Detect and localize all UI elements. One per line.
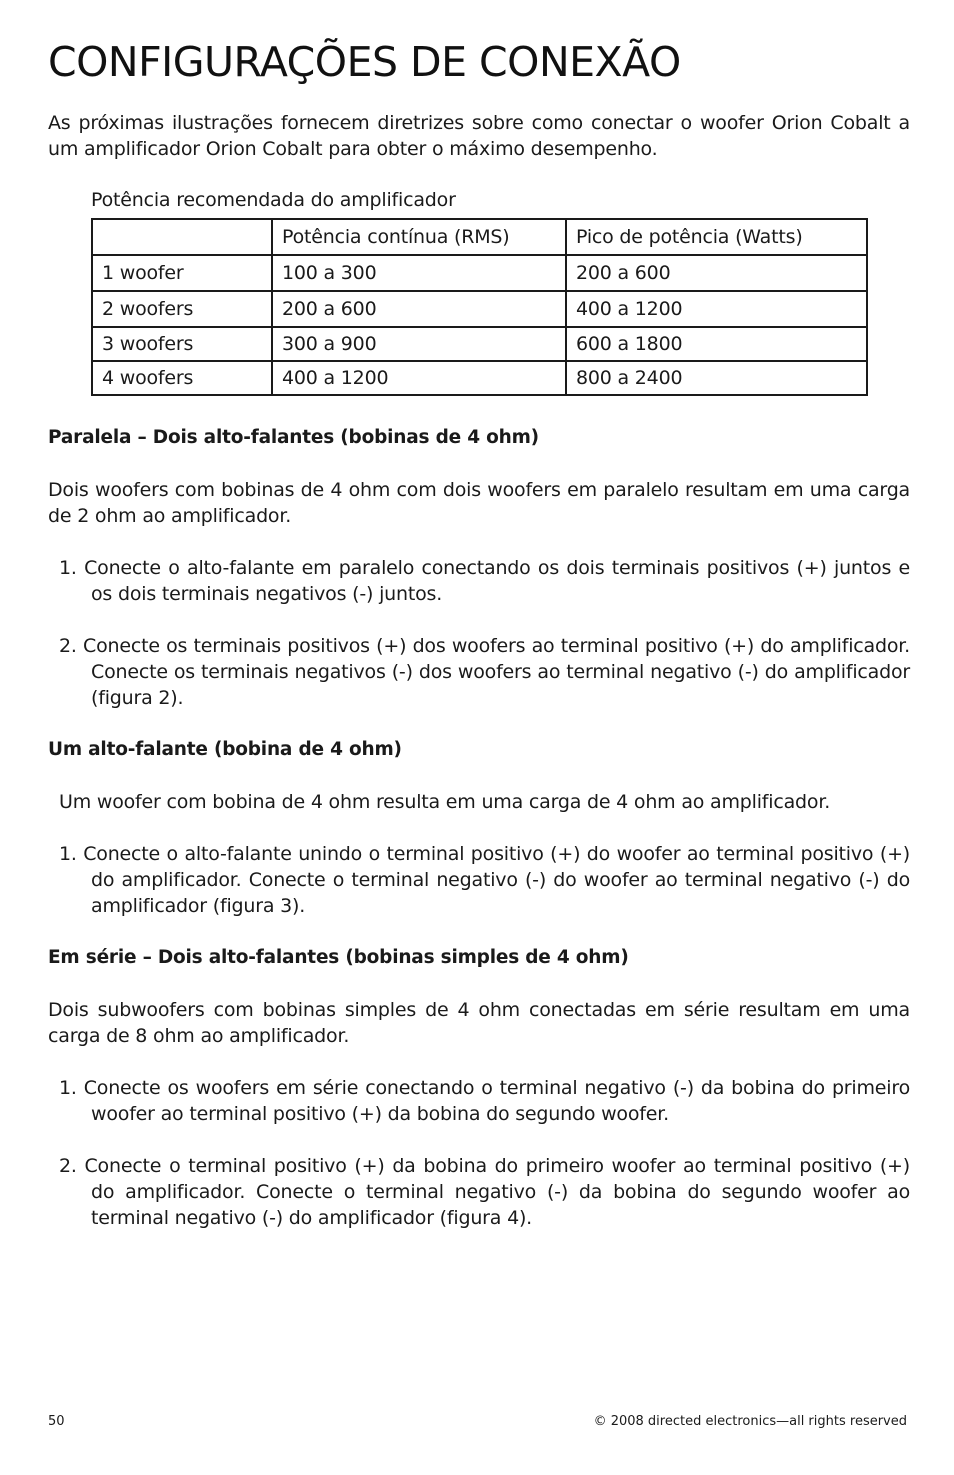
table-caption: Potência recomendada do amplificador	[91, 189, 456, 211]
table-row	[92, 255, 867, 291]
section-heading-single: Um alto-falante (bobina de 4 ohm)	[48, 739, 402, 760]
table-cell: 1 woofer	[92, 255, 272, 291]
step-item: 1. Conecte o alto-falante em paralelo conectando os dois terminais positivos (+) juntos e os dois terminais negativos (-) juntos.	[59, 557, 910, 605]
copyright-notice: © 2008 directed electronics—all rights reserved	[593, 1414, 907, 1429]
section-heading-parallel: Paralela – Dois alto-falantes (bobinas de 4 ohm)	[48, 427, 539, 448]
section-paragraph-series: Dois subwoofers com bobinas simples de 4 ohm conectadas em série resultam em uma carga de 8 ohm ao amplificador.	[48, 999, 910, 1047]
step-item: 1. Conecte o alto-falante unindo o terminal positivo (+) do woofer ao terminal positivo (+) do amplificador. Conecte o terminal negativo (-) do woofer ao terminal negativo (-) do amplificador (figura 3).	[59, 843, 910, 917]
table-cell: 2 woofers	[92, 291, 272, 327]
table-cell: 400 a 1200	[566, 291, 867, 327]
table-header-cell: Potência contínua (RMS)	[272, 219, 566, 255]
step-item: 1. Conecte os woofers em série conectando o terminal negativo (-) da bobina do primeiro woofer ao terminal positivo (+) da bobina do segundo woofer.	[59, 1077, 910, 1125]
table-row	[92, 291, 867, 327]
section-paragraph-parallel: Dois woofers com bobinas de 4 ohm com dois woofers em paralelo resultam em uma carga de 2 ohm ao amplificador.	[48, 479, 910, 527]
section-paragraph-single: Um woofer com bobina de 4 ohm resulta em uma carga de 4 ohm ao amplificador.	[59, 791, 831, 813]
table-cell: 4 woofers	[92, 361, 272, 395]
table-header-cell: Pico de potência (Watts)	[566, 219, 867, 255]
table-cell: 3 woofers	[92, 327, 272, 361]
page-number: 50	[48, 1414, 65, 1429]
table-header-row	[92, 219, 867, 255]
table-cell: 400 a 1200	[272, 361, 566, 395]
table-row	[92, 327, 867, 361]
table-cell: 600 a 1800	[566, 327, 867, 361]
table-cell: 200 a 600	[566, 255, 867, 291]
intro-paragraph: As próximas ilustrações fornecem diretrizes sobre como conectar o woofer Orion Cobalt a um amplificador Orion Cobalt para obter o máximo desempenho.	[48, 112, 910, 160]
section-heading-series: Em série – Dois alto-falantes (bobinas simples de 4 ohm)	[48, 947, 629, 968]
table-row	[92, 361, 867, 395]
amplifier-power-table	[91, 218, 868, 396]
step-item: 2. Conecte o terminal positivo (+) da bobina do primeiro woofer ao terminal positivo (+) do amplificador. Conecte o terminal negativo (-) da bobina do segundo woofer ao terminal negativo (-) do amplificador (figura 4).	[59, 1155, 910, 1229]
table-cell: 800 a 2400	[566, 361, 867, 395]
page-title: CONFIGURAÇÕES DE CONEXÃO	[48, 38, 681, 86]
table-cell: 200 a 600	[272, 291, 566, 327]
table-header-cell	[92, 219, 272, 255]
step-item: 2. Conecte os terminais positivos (+) dos woofers ao terminal positivo (+) do amplificador. Conecte os terminais negativos (-) dos woofers ao terminal negativo (-) do amplificador (figura 2).	[59, 635, 910, 709]
table-cell: 100 a 300	[272, 255, 566, 291]
table-cell: 300 a 900	[272, 327, 566, 361]
